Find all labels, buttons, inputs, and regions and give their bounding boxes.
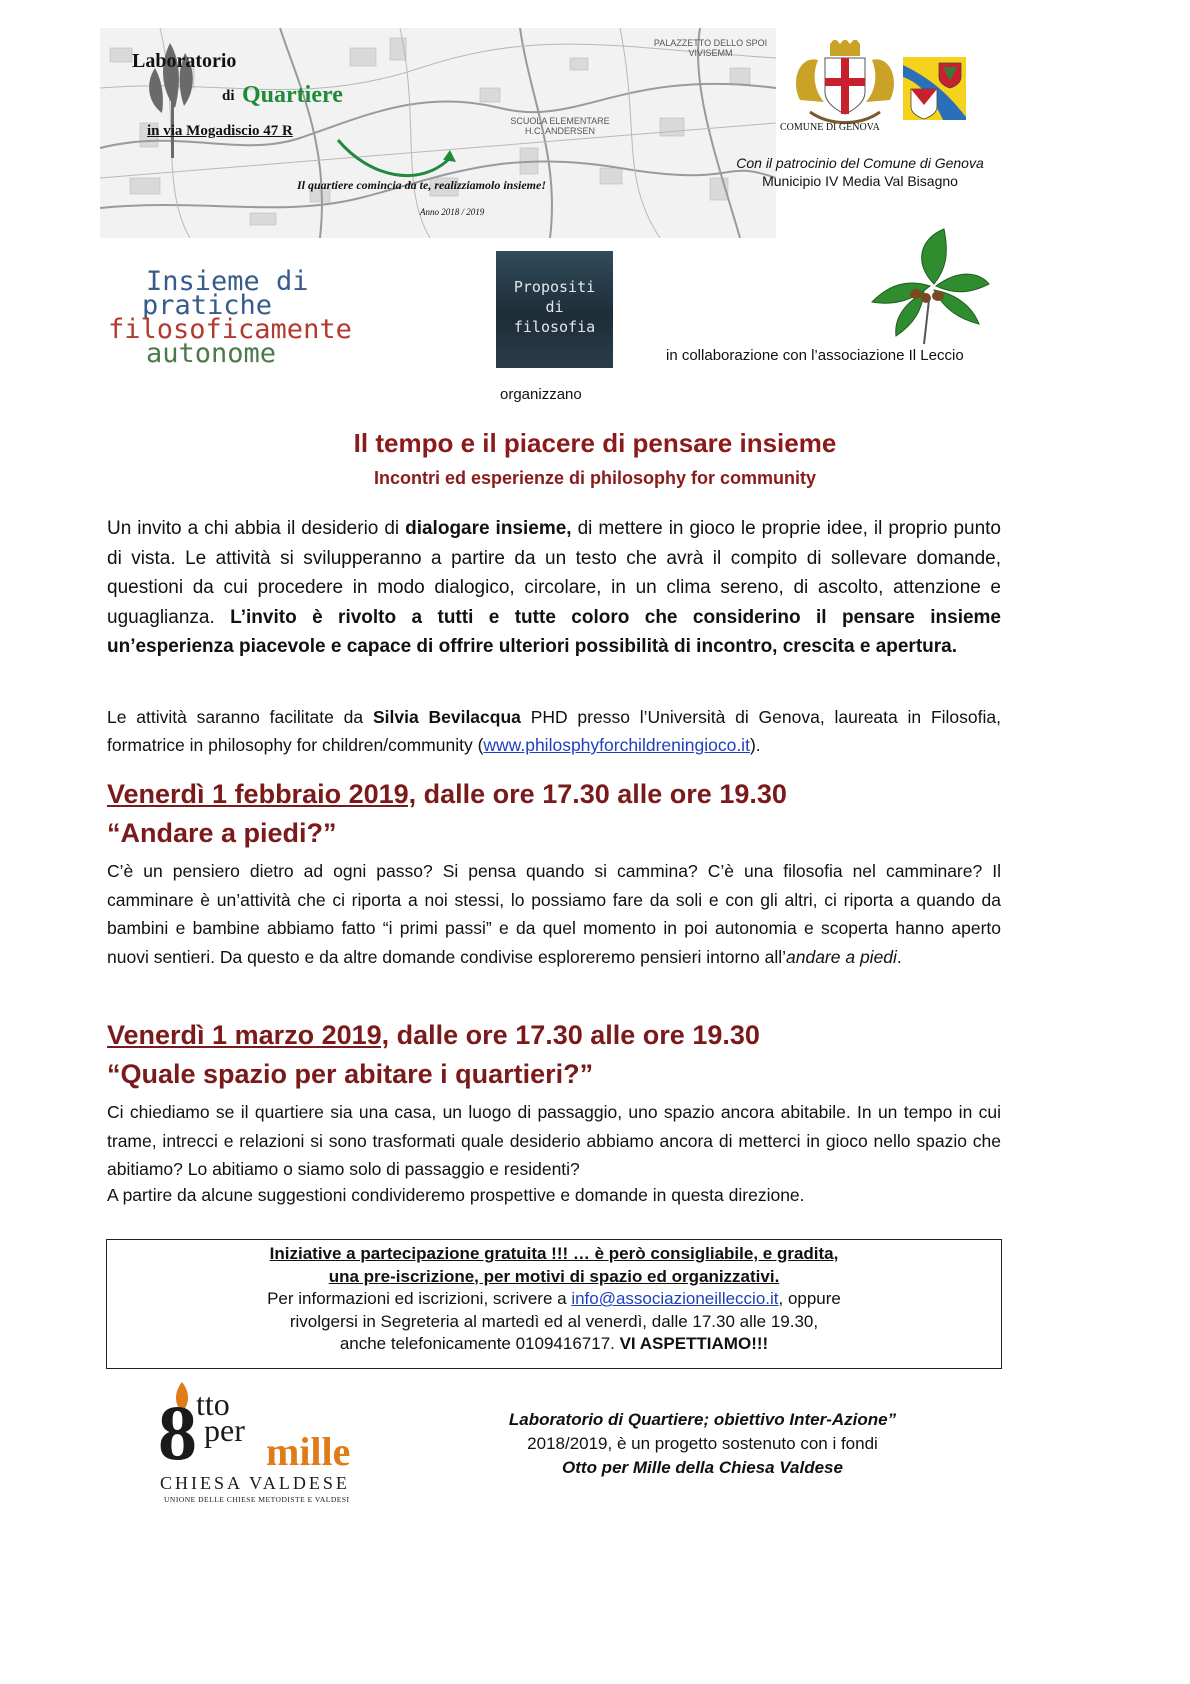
- intro-paragraph: Un invito a chi abbia il desiderio di dialogare insieme, di mettere in gioco le proprie idee, il proprio punto di vista. Le attività si svilupperanno a partire da un testo che avrà il compito di sollevare domande, questioni da cui procedere in modo dialogico, circolare, in un clima sereno, di ascolto, attenzione e uguaglianza. L’invito è rivolto a tutti e tutte coloro che considerino il pensare insieme un’esperienza piacevole e capace di offrire ulteriori possibilità di incontro, crescita e apertura.: [107, 518, 1001, 657]
- otto-digit: 8: [158, 1389, 197, 1476]
- lab-address: in via Mogadiscio 47 R: [147, 123, 293, 139]
- map-label-palazzetto: PALAZZETTO DELLO SPOI VIVISEMM: [653, 38, 768, 58]
- lab-title: Laboratorio: [132, 50, 237, 72]
- event2-date-heading: Venerdì 1 marzo 2019, dalle ore 17.30 alle ore 19.30: [107, 1020, 760, 1050]
- collaboration-text: in collaborazione con l’associazione Il Leccio: [666, 347, 964, 364]
- municipio-crest-icon: [903, 57, 966, 120]
- otto-per: per: [204, 1412, 245, 1448]
- event1-title: “Andare a piedi?”: [107, 818, 337, 848]
- lab-quartiere: Quartiere: [242, 82, 343, 108]
- info-contact-line: Per informazioni ed iscrizioni, scrivere a info@associazioneilleccio.it, oppure: [267, 1289, 841, 1308]
- propositi-line-2: di: [545, 298, 564, 316]
- website-link[interactable]: www.philosphyforchildreningioco.it: [483, 735, 750, 755]
- email-link[interactable]: info@associazioneilleccio.it: [571, 1289, 779, 1308]
- propositi-line-3: filosofia: [513, 318, 596, 336]
- info-box: [106, 1239, 1002, 1369]
- leccio-leaf-logo-icon: [864, 224, 994, 346]
- info-free-line: Iniziative a partecipazione gratuita !!! … è però consigliabile, e gradita,: [269, 1244, 839, 1263]
- crest-caption: COMUNE DI GENOVA: [780, 122, 880, 133]
- event2-description: Ci chiediamo se il quartiere sia una casa, un luogo di passaggio, uno spazio ancora abitabile. In un tempo in cui trame, intrecci e relazioni si sono trasformati quale desiderio abbiamo ancora di metterci in gioco nello spazio che abitiamo? Lo abitiamo o siamo solo di passaggio e residenti?: [107, 1102, 1001, 1179]
- propositi-di-filosofia-logo: [496, 251, 613, 368]
- otto-mille: mille: [266, 1429, 351, 1474]
- lab-motto: Il quartiere comincia da te, realizziamolo insieme!: [297, 178, 546, 192]
- info-secretariat-line: rivolgersi in Segreteria al martedì ed al venerdì, dalle 17.30 alle 19.30,: [289, 1311, 819, 1331]
- lab-year: Anno 2018 / 2019: [420, 207, 485, 217]
- otto-tto: tto: [196, 1386, 230, 1422]
- comune-genova-crest-icon: [790, 40, 900, 132]
- propositi-line-1: Propositi: [513, 278, 596, 296]
- page-subtitle: Incontri ed esperienze di philosophy for community: [373, 468, 817, 488]
- info-phone-line: anche telefonicamente 0109416717. VI ASPETTIAMO!!!: [339, 1334, 769, 1353]
- lab-di: di: [222, 88, 235, 104]
- organizzano-text: organizzano: [500, 386, 582, 403]
- event1-date-heading: Venerdì 1 febbraio 2019, dalle ore 17.30 alle ore 19.30: [107, 779, 787, 809]
- event2-description-2: A partire da alcune suggestioni condivideremo prospettive e domande in questa direzione.: [107, 1185, 805, 1205]
- facilitator-paragraph: Le attività saranno facilitate da Silvia Bevilacqua PHD presso l’Università di Genova, laureata in Filosofia, formatrice in philosophy for children/community (www.philosphyforchildreningioco.it).: [107, 707, 1001, 755]
- insieme-pratiche-logo: Insieme di pratiche filosoficamente autonome: [108, 266, 352, 369]
- footer-project-text: Laboratorio di Quartiere; obiettivo Inter-Azione” 2018/2019, è un progetto sostenuto con i fondi Otto per Mille della Chiesa Valdese: [508, 1410, 897, 1477]
- header-map-banner: [100, 28, 776, 238]
- map-label-school: SCUOLA ELEMENTARE H.C. ANDERSEN: [510, 116, 610, 136]
- event2-title: “Quale spazio per abitare i quartieri?”: [107, 1059, 594, 1089]
- chiesa-valdese: CHIESA VALDESE: [160, 1473, 350, 1493]
- otto-per-mille-logo: [158, 1380, 408, 1504]
- patrocinio-text: Con il patrocinio del Comune di Genova Municipio IV Media Val Bisagno: [736, 155, 984, 189]
- page-title: Il tempo e il piacere di pensare insieme: [353, 428, 837, 458]
- event1-description: C’è un pensiero dietro ad ogni passo? Si pensa quando si cammina? C’è una filosofia nel camminare? Il camminare è un’attività che ci riporta a noi stessi, lo possiamo fare da soli e con gli altri, ci riporta a quando da bambini e bambine abbiamo fatto “i primi passi” e da quel momento in poi autonomia e scoperta hanno aperto nuovi sentieri. Da questo e da altre domande condivise esploreremo pensieri intorno all’andare a piedi.: [107, 861, 1001, 967]
- info-preregister-line: una pre-iscrizione, per motivi di spazio ed organizzativi.: [328, 1266, 780, 1286]
- unione-chiese: UNIONE DELLE CHIESE METODISTE E VALDESI: [164, 1495, 350, 1504]
